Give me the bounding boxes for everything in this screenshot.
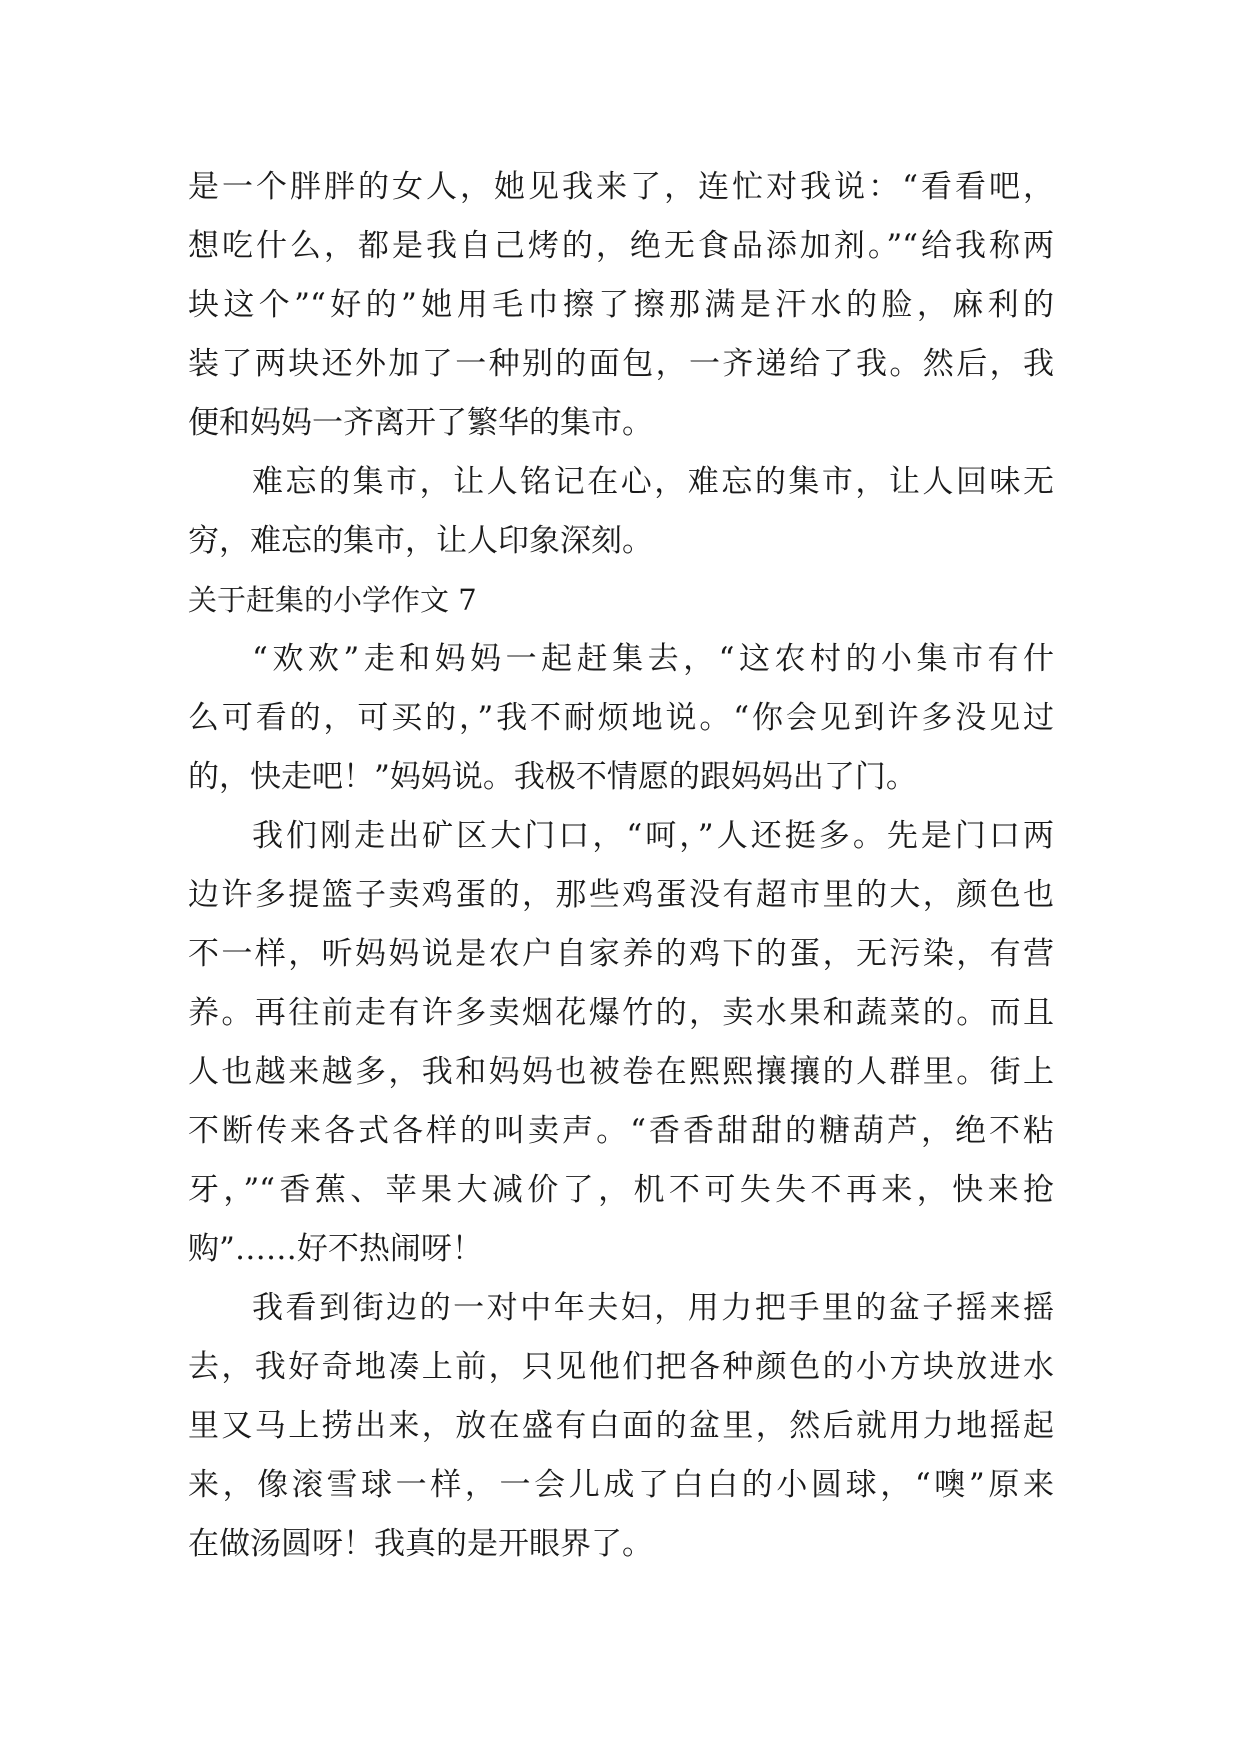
text-line: 么可看的，可买的，”我不耐烦地说。“你会见到许多没见过 <box>188 700 1054 736</box>
text-line: 的，快走吧！”妈妈说。我极不情愿的跟妈妈出了门。 <box>188 759 917 795</box>
text-line: 购”……好不热闹呀！ <box>188 1231 483 1267</box>
text-line: 养。再往前走有许多卖烟花爆竹的，卖水果和蔬菜的。而且 <box>188 995 1054 1031</box>
text-line: 想吃什么，都是我自己烤的，绝无食品添加剂。”“给我称两 <box>188 228 1054 264</box>
document-body <box>188 158 1054 1574</box>
text-line: 去，我好奇地凑上前，只见他们把各种颜色的小方块放进水 <box>188 1349 1054 1385</box>
text-line: 牙，”“香蕉、苹果大减价了，机不可失失不再来，快来抢 <box>188 1172 1054 1208</box>
text-line: 来，像滚雪球一样，一会儿成了白白的小圆球，“噢”原来 <box>188 1467 1054 1503</box>
paragraph <box>188 158 1054 453</box>
text-line: 里又马上捞出来，放在盛有白面的盆里，然后就用力地摇起 <box>188 1408 1054 1444</box>
paragraph <box>188 807 1054 1279</box>
text-line: 我看到街边的一对中年夫妇，用力把手里的盆子摇来摇 <box>252 1290 1054 1326</box>
paragraph <box>188 1279 1054 1574</box>
text-line: 人也越来越多，我和妈妈也被卷在熙熙攘攘的人群里。街上 <box>188 1054 1054 1090</box>
text-line: 装了两块还外加了一种别的面包，一齐递给了我。然后，我 <box>188 346 1054 382</box>
text-line: “欢欢”走和妈妈一起赶集去，“这农村的小集市有什 <box>252 641 1054 677</box>
text-line: 穷，难忘的集市，让人印象深刻。 <box>188 523 653 559</box>
section-heading: 关于赶集的小学作文 7 <box>188 583 477 617</box>
text-line: 我们刚走出矿区大门口，“呵，”人还挺多。先是门口两 <box>252 818 1054 854</box>
text-line: 是一个胖胖的女人，她见我来了，连忙对我说：“看看吧， <box>188 169 1054 205</box>
text-line: 在做汤圆呀！我真的是开眼界了。 <box>188 1526 653 1562</box>
text-line: 难忘的集市，让人铭记在心，难忘的集市，让人回味无 <box>252 464 1054 500</box>
text-line: 边许多提篮子卖鸡蛋的，那些鸡蛋没有超市里的大，颜色也 <box>188 877 1054 913</box>
text-line: 块这个”“好的”她用毛巾擦了擦那满是汗水的脸，麻利的 <box>188 287 1054 323</box>
text-line: 不断传来各式各样的叫卖声。“香香甜甜的糖葫芦，绝不粘 <box>188 1113 1054 1149</box>
paragraph <box>188 630 1054 807</box>
paragraph <box>188 453 1054 571</box>
text-line: 便和妈妈一齐离开了繁华的集市。 <box>188 405 653 441</box>
text-line: 不一样，听妈妈说是农户自家养的鸡下的蛋，无污染，有营 <box>188 936 1054 972</box>
